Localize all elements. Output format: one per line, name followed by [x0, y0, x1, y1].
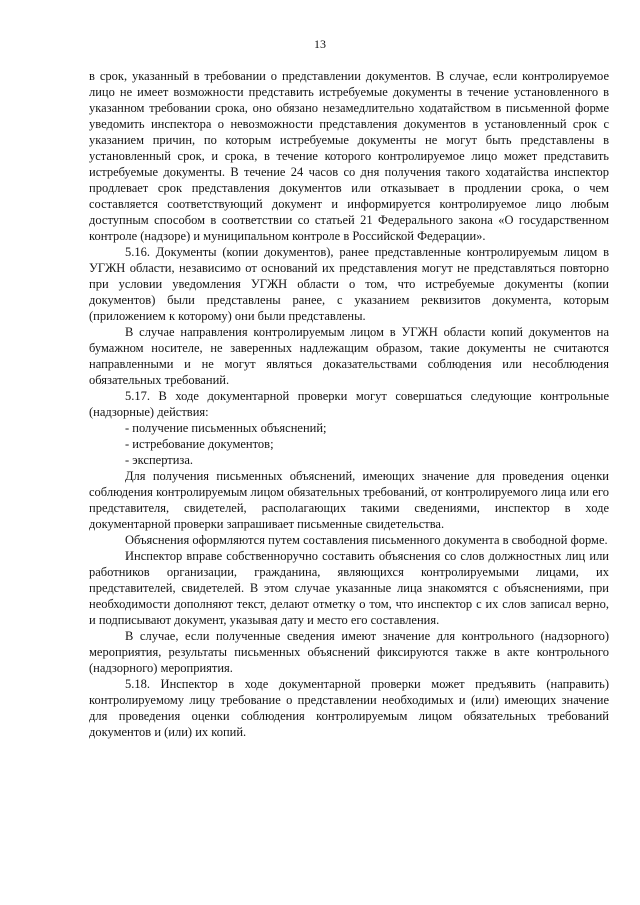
paragraph-copies-unverified: В случае направления контролируемым лицом в УГЖН области копий документов на бумажном носителе, не заверенных надлежащим образом, такие документы не считаются направленными и не могут являться доказательствами соблюдения или несоблюдения обязательных требований. — [89, 325, 609, 387]
list-item-expertise: - экспертиза. — [125, 453, 194, 467]
paragraph-inspector-compose: Инспектор вправе собственноручно составить объяснения со слов должностных лиц или работников организации, гражданина, являющихся контролируемыми лицами, их представителей, свидетелей. В этом случае указанные лица знакомятся с объяснениями, при необходимости дополняют текст, делают отметку о том, что инспектор с их слов записал верно, и подписывают документ, указывая дату и место его составления. — [89, 549, 609, 627]
list-item-documents: - истребование документов; — [125, 437, 274, 451]
paragraph-free-form: Объяснения оформляются путем составления письменного документа в свободной форме. — [125, 533, 608, 547]
paragraph-continuation: в срок, указанный в требовании о представлении документов. В случае, если контролируемое лицо не имеет возможности представить истребуемые документы в течение установленного в указанном требовании срока, оно обязано незамедлительно ходатайством в письменной форме уведомить инспектора о невозможности представления документов в установленный срок с указанием причин, по которым истребуемые документы не могут быть представлены в установленный срок, и срока, в течение которого контролируемое лицо может представить истребуемые документы. В течение 24 часов со дня получения такого ходатайства инспектор продлевает срок представления документов или отказывает в продлении срока, о чем составляется соответствующий документ и информируется контролируемое лицо любым доступным способом в соответствии со статьей 21 Федерального закона «О государственном контроле (надзоре) и муниципальном контроле в Российской Федерации». — [89, 69, 609, 243]
paragraph-record-in-act: В случае, если полученные сведения имеют значение для контрольного (надзорного) мероприятия, результаты письменных объяснений фиксируются также в акте контрольного (надзорного) мероприятия. — [89, 629, 609, 675]
paragraph-5-17: 5.17. В ходе документарной проверки могут совершаться следующие контрольные (надзорные) действия: — [89, 389, 609, 419]
paragraph-5-16: 5.16. Документы (копии документов), ранее представленные контролируемым лицом в УГЖН области, независимо от оснований их представления могут не представляться повторно при условии уведомления УГЖН области о том, что истребуемые документы (копии документов) были представлены ранее, с указанием реквизитов документа, которым (приложением к которому) они были представлены. — [89, 245, 609, 323]
page-number: 13 — [314, 37, 326, 51]
paragraph-written-explanations: Для получения письменных объяснений, имеющих значение для проведения оценки соблюдения контролируемым лицом обязательных требований, от контролируемого лица или его представителя, свидетелей, располагающих такими сведениями, инспектор в ходе документарной проверки запрашивает письменные свидетельства. — [89, 469, 609, 531]
list-item-explanations: - получение письменных объяснений; — [125, 421, 327, 435]
document-body — [89, 68, 609, 740]
paragraph-5-18: 5.18. Инспектор в ходе документарной проверки может предъявить (направить) контролируемому лицу требование о представлении необходимых и (или) имеющих значение для проведения оценки соблюдения контролируемым лицом обязательных требований документов и (или) их копий. — [89, 677, 609, 739]
